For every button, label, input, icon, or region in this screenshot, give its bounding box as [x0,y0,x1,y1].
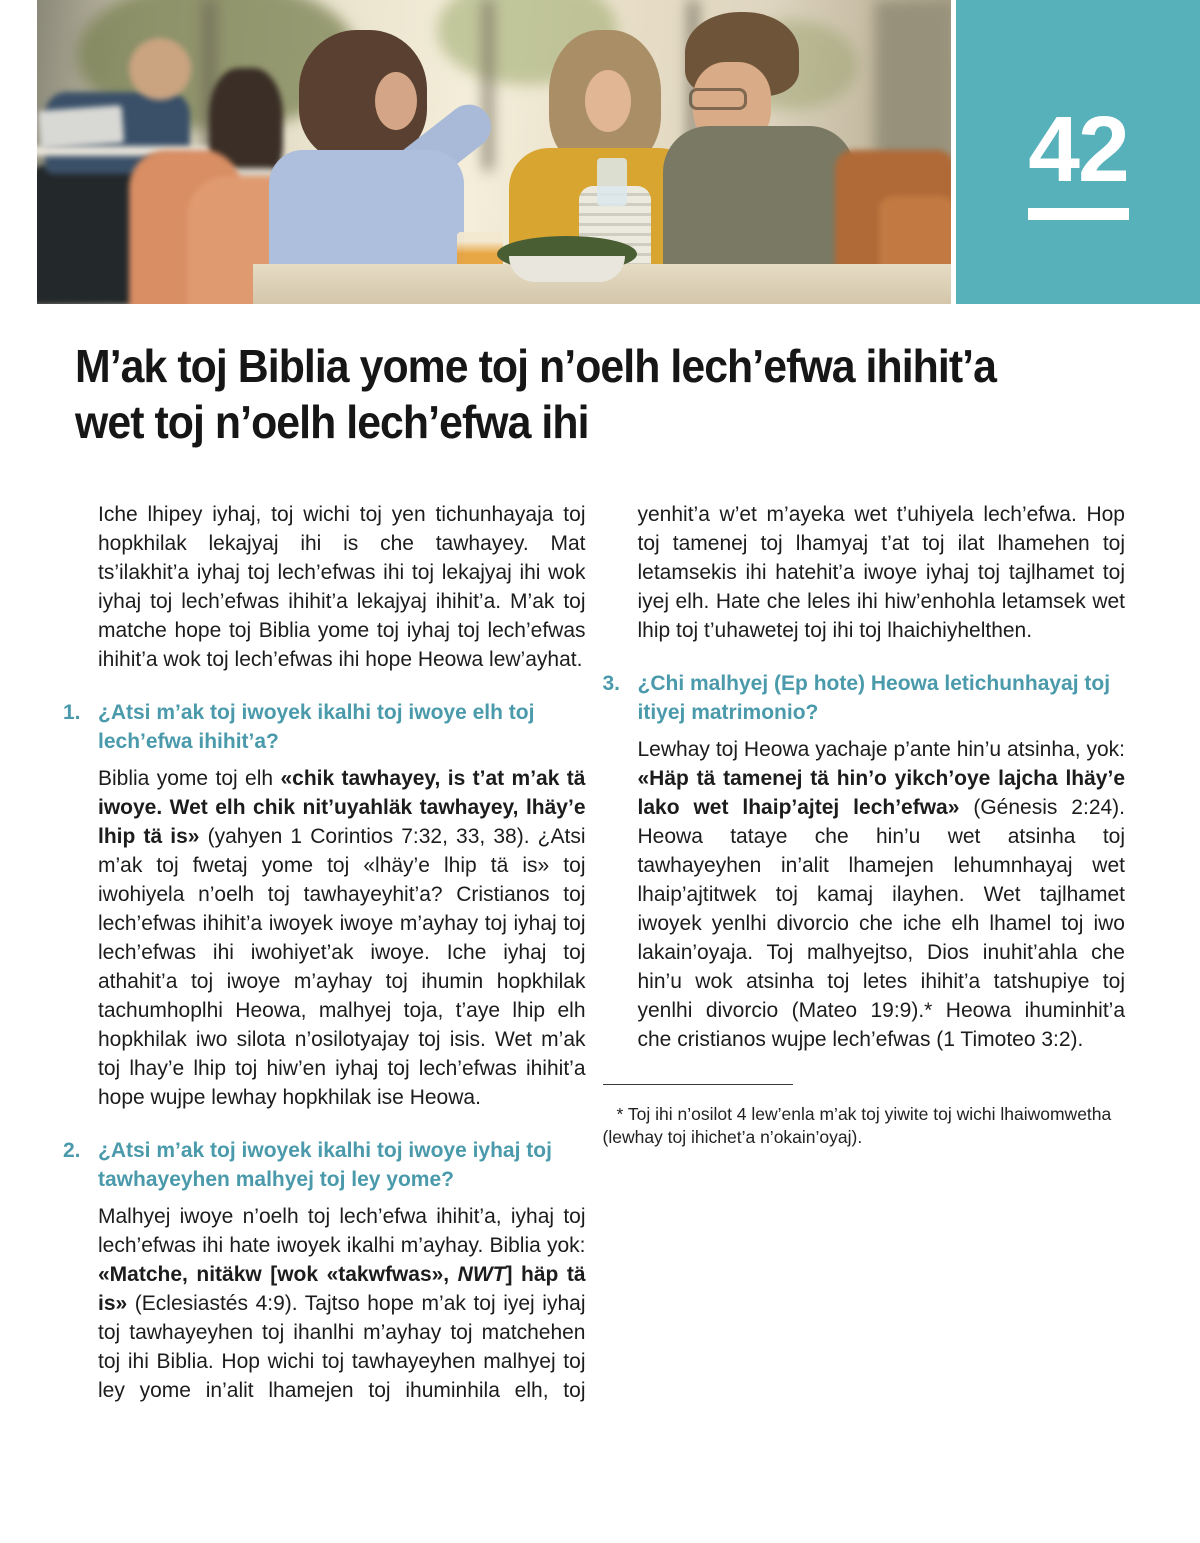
photo-window-frame [484,0,492,170]
footnote-text: * Toj ihi n’osilot 4 lew’enla m’ak toj yiwite toj wichi lhaiwomwetha (lewhay toj ihichet’a n’okain’oyaj). [602,1103,1112,1147]
question-2-heading [63,1136,586,1194]
photo-woman-blue-face [375,72,417,130]
photo-man-laptop-head [129,38,191,100]
question-3-paragraph [638,735,1126,1054]
photo-laptop [38,105,124,149]
photo-man-glasses [689,88,747,110]
question-text: ¿Chi malhyej (Ep hote) Heowa letichunhayaj toj itiyej matrimonio? [637,672,1111,724]
text-segment: (Génesis 2:24). Heowa tataye che hin’u wet atsinha toj tawhayeyhen in’alit lhamejen lehumnhayaj wet lhaip’ajtitwek toj kamaj ilayhen. Wet tajlhamet iwoyek yenlhi divorcio che iche elh lhamel toj iwo lakain’oyaja. Toj malhyejtso, Dios inuhit’ahla che hin’u wok atsinha toj letes ihihit’a tatshupiye toj yenlhi divorcio (Mateo 19:9).* Heowa ihuminhit’a che cristianos wujpe lech’efwas (1 Timoteo 3:2). [637,796,1125,1051]
question-text: ¿Atsi m’ak toj iwoyek ikalhi toj iwoye elh toj lech’efwa ihihit’a? [98,701,535,753]
text-segment: (Eclesiastés 4:9). Tajtso hope m’ak toj iyej iyhaj toj tawhayeyhen toj ihanlhi m’ayhay toj matchehen toj ihi Biblia. Hop wichi toj tawhayeyhen malhyej toj ley yome in’alit lhamejen toj ihuminhila elh, toj yenhit’a w’et m’ayeka wet t’uhiyela lech’efwa. Hop toj tamenej toj lhamyaj t’at toj ilat lhamehen toj letamsekis ihi hatehit’a iwoye iyhaj toj tajlhamet toj iyej elh. Hate che leles ihi hiw’enhohla letamsek wet lhip toj t’uhawetej toj ihi toj lhaichiyhelthen. [98,503,1125,1402]
question-3-heading [603,669,1126,727]
footnote [603,1084,1126,1149]
lesson-number: 42 [1028,96,1128,201]
text-segment: «Häp tä tamenej tä hin’o yikch’oye lajcha lhäy’e lako wet lhaip’ajtej lech’efwa» [637,767,1125,819]
photo-salad-bowl-dish [509,256,625,282]
header-photo [37,0,951,304]
lesson-number-underline [1028,208,1129,220]
footnote-divider [603,1084,793,1085]
question-number: 2. [63,1139,81,1162]
text-segment: NWT [457,1263,506,1286]
photo-woman-cardigan-face [585,70,631,132]
photo-water-glass [597,158,627,206]
text-segment: (yahyen 1 Corintios 7:32, 33, 38). ¿Atsi m’ak toj fwetaj yome toj «lhäy’e lhip tä is» toj iwohiyela n’oelh toj tawhayeyhit’a? Cristianos toj lech’efwas ihihit’a iwoyek iwoye m’ayhay toj iyhaj toj lech’efwas ihi iwohiyet’ak iwoye. Iche iyhaj toj athahit’a toj iwoye m’ayhay toj ihumin hopkhilak tachumhoplhi Heowa, malhyej toja, t’aye lhip elh hopkhilak iwo silota n’osilotyajay toj isis. Wet m’ak toj lhay’e lhip toj hiw’en iyhaj toj lech’efwas ihihit’a hope wujpe lewhay hopkhilak ise Heowa. [98,825,586,1109]
question-number: 3. [602,672,621,695]
question-number: 1. [63,701,81,724]
text-segment: «chik tawhayey, is t’at m’ak tä iwoye. Wet elh chik nit’uyahläk tawhayey, lhäy’e lhip tä is» [98,767,586,848]
text-segment: «Matche, nitäkw [wok «takwfwas», [98,1263,458,1286]
question-1-heading [63,698,586,756]
text-segment: Lewhay toj Heowa yachaje p’ante hin’u atsinha, yok: [637,738,1125,761]
page-header [0,0,1200,304]
lesson-number-badge [956,0,1200,304]
page-title: M’ak toj Biblia yome toj n’oelh lech’efwa ihihit’a wet toj n’oelh lech’efwa ihi [75,340,996,448]
question-text: ¿Atsi m’ak toj iwoyek ikalhi toj iwoye iyhaj toj tawhayeyhen malhyej toj ley yome? [98,1139,552,1191]
text-segment: ] häp tä is» [98,1263,586,1315]
text-segment: Biblia yome toj elh [98,767,281,790]
article-body [63,500,1125,1405]
intro-paragraph: Iche lhipey iyhaj, toj wichi toj yen tichunhayaja toj hopkhilak lekajyaj ihi is che tawhayey. Mat ts’ilakhit’a iyhaj toj lech’efwas ihi toj lekajyaj ihi wok iyhaj toj lech’efwas ihihit’a lekajyaj ihihit’a. M’ak toj matche hope toj Biblia yome toj iyhaj toj lech’efwas ihihit’a wok toj lech’efwas ihi hope Heowa lew’ayhat. [98,503,586,671]
text-segment: Malhyej iwoye n’oelh toj lech’efwa ihihit’a, iyhaj toj lech’efwas ihi hate iwoyek ikalhi m’ayhay. Biblia yok: [98,1205,586,1257]
question-1-paragraph [98,764,586,1112]
